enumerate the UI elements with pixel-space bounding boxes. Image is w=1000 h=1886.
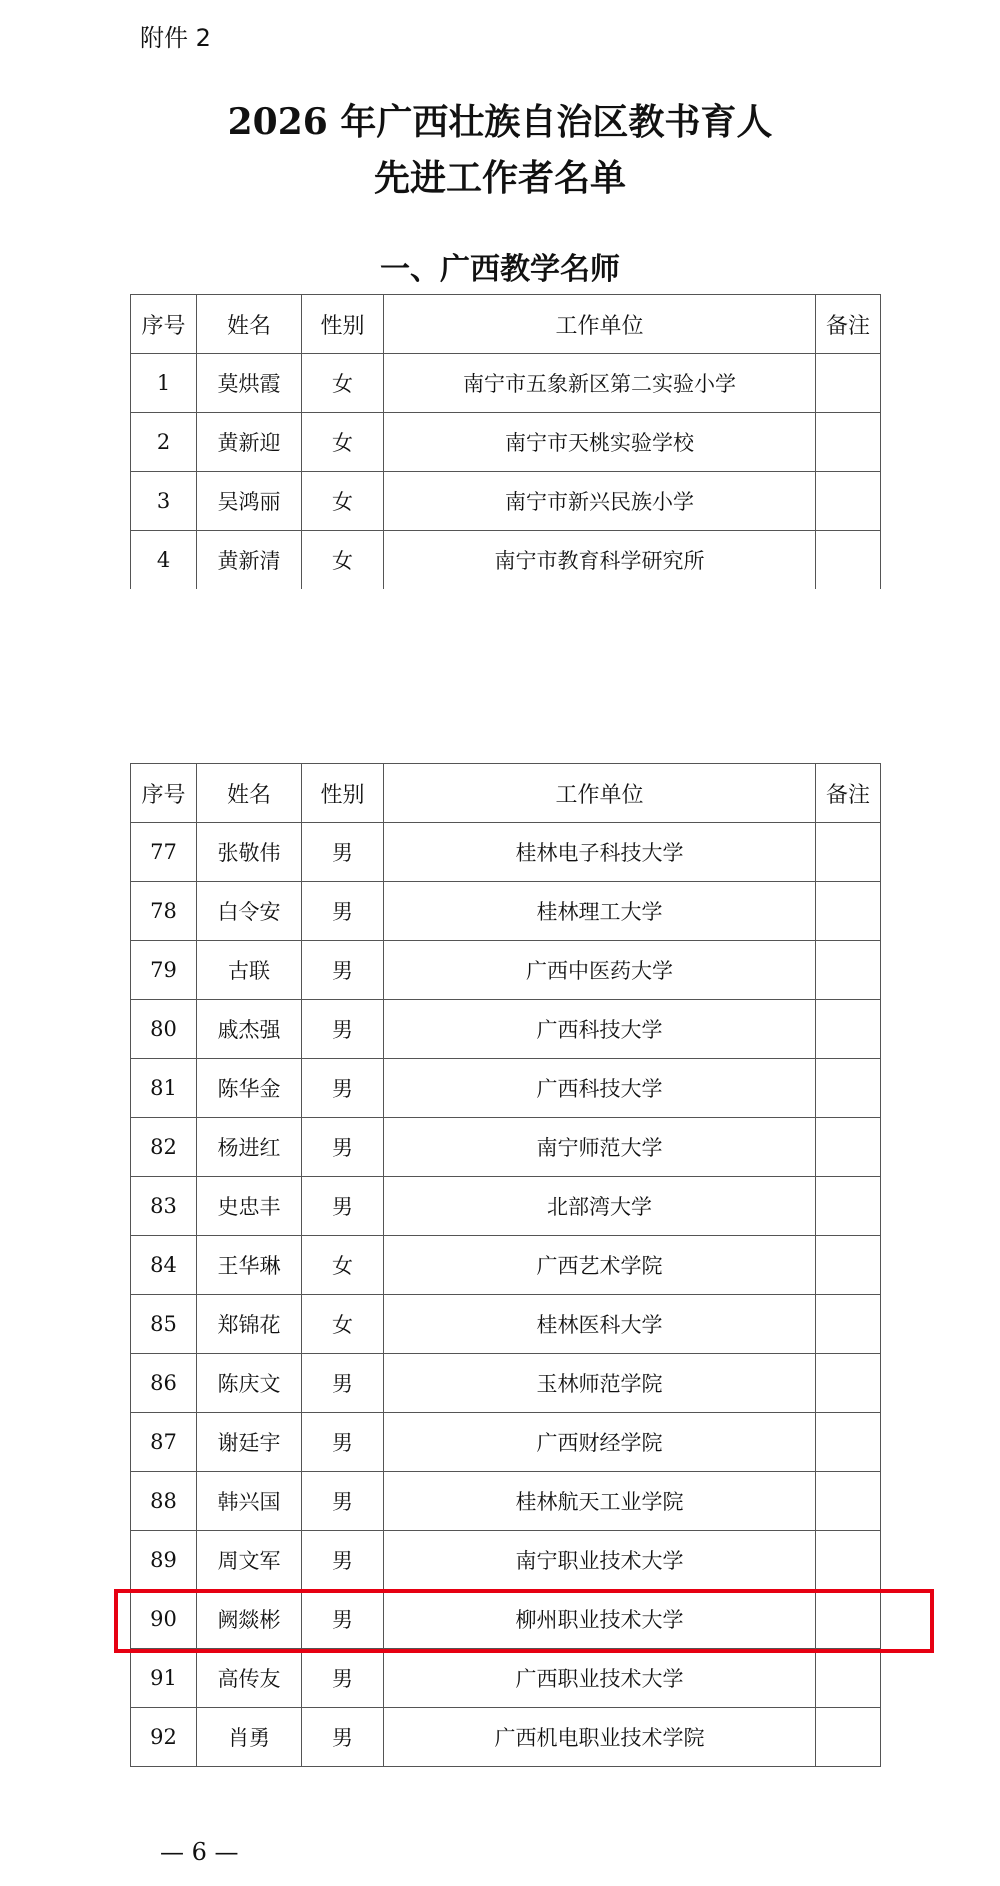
cell-remark — [816, 1295, 881, 1354]
table-header-row — [131, 295, 881, 354]
cell-no: 87 — [131, 1413, 197, 1472]
cell-gender: 女 — [302, 413, 384, 472]
cell-name: 古联 — [197, 941, 302, 1000]
table-row — [131, 1354, 881, 1413]
header-name: 姓名 — [197, 295, 302, 354]
cell-gender: 男 — [302, 1708, 384, 1767]
cell-org: 南宁市新兴民族小学 — [384, 472, 816, 531]
cell-org: 南宁职业技术大学 — [384, 1531, 816, 1590]
cell-org: 广西科技大学 — [384, 1059, 816, 1118]
section-title: 一、广西教学名师 — [380, 252, 620, 287]
cell-name: 谢廷宇 — [197, 1413, 302, 1472]
cell-remark — [816, 413, 881, 472]
highlight-box — [114, 1589, 934, 1653]
cell-name: 韩兴国 — [197, 1472, 302, 1531]
cell-remark — [816, 1708, 881, 1767]
cell-remark — [816, 1649, 881, 1708]
cell-name: 王华琳 — [197, 1236, 302, 1295]
table-row — [131, 941, 881, 1000]
document-title-line1: 2026 年广西壮族自治区教书育人 — [227, 101, 773, 143]
cell-org: 桂林电子科技大学 — [384, 823, 816, 882]
cell-gender: 女 — [302, 354, 384, 413]
cell-name: 肖勇 — [197, 1708, 302, 1767]
table-header-row — [131, 764, 881, 823]
cell-gender: 女 — [302, 1236, 384, 1295]
header-no: 序号 — [131, 764, 197, 823]
cell-org: 南宁市教育科学研究所 — [384, 531, 816, 590]
cell-gender: 男 — [302, 1413, 384, 1472]
cell-no: 90 — [131, 1590, 197, 1649]
header-org: 工作单位 — [384, 764, 816, 823]
cell-no: 92 — [131, 1708, 197, 1767]
cell-org: 玉林师范学院 — [384, 1354, 816, 1413]
cell-remark — [816, 1177, 881, 1236]
table-row — [131, 1708, 881, 1767]
table-row — [131, 1118, 881, 1177]
table-row — [131, 1649, 881, 1708]
table-row — [131, 531, 881, 590]
document-title-line2: 先进工作者名单 — [373, 157, 626, 199]
cell-no: 80 — [131, 1000, 197, 1059]
cell-gender: 男 — [302, 1059, 384, 1118]
cell-gender: 男 — [302, 1472, 384, 1531]
table-row — [131, 1000, 881, 1059]
cell-name: 张敬伟 — [197, 823, 302, 882]
table-row — [131, 1531, 881, 1590]
cell-org: 广西财经学院 — [384, 1413, 816, 1472]
table-row — [131, 882, 881, 941]
cell-org: 南宁市天桃实验学校 — [384, 413, 816, 472]
table-row — [131, 823, 881, 882]
cell-org: 广西职业技术大学 — [384, 1649, 816, 1708]
cell-org: 北部湾大学 — [384, 1177, 816, 1236]
header-org: 工作单位 — [384, 295, 816, 354]
cell-remark — [816, 1531, 881, 1590]
roster-table-first — [130, 294, 881, 589]
cell-no: 86 — [131, 1354, 197, 1413]
table-row — [131, 1472, 881, 1531]
cell-org: 广西中医药大学 — [384, 941, 816, 1000]
cell-remark — [816, 1354, 881, 1413]
cell-gender: 女 — [302, 1295, 384, 1354]
cell-no: 81 — [131, 1059, 197, 1118]
cell-gender: 男 — [302, 1590, 384, 1649]
cell-name: 郑锦花 — [197, 1295, 302, 1354]
cell-name: 莫烘霞 — [197, 354, 302, 413]
cell-gender: 男 — [302, 1118, 384, 1177]
cell-org: 南宁师范大学 — [384, 1118, 816, 1177]
cell-org: 广西艺术学院 — [384, 1236, 816, 1295]
cell-name: 吴鸿丽 — [197, 472, 302, 531]
header-remark: 备注 — [816, 295, 881, 354]
cell-no: 85 — [131, 1295, 197, 1354]
cell-org: 桂林医科大学 — [384, 1295, 816, 1354]
cell-no: 88 — [131, 1472, 197, 1531]
cell-gender: 女 — [302, 531, 384, 590]
header-gender: 性别 — [302, 295, 384, 354]
table-row — [131, 1413, 881, 1472]
cell-org: 广西科技大学 — [384, 1000, 816, 1059]
cell-no: 84 — [131, 1236, 197, 1295]
cell-gender: 男 — [302, 1354, 384, 1413]
cell-no: 2 — [131, 413, 197, 472]
cell-no: 77 — [131, 823, 197, 882]
cell-name: 周文军 — [197, 1531, 302, 1590]
cell-org: 桂林理工大学 — [384, 882, 816, 941]
cell-name: 杨进红 — [197, 1118, 302, 1177]
cell-remark — [816, 941, 881, 1000]
table-row — [131, 413, 881, 472]
cell-remark — [816, 472, 881, 531]
cell-no: 79 — [131, 941, 197, 1000]
table-row — [131, 472, 881, 531]
cell-remark — [816, 823, 881, 882]
cell-org: 柳州职业技术大学 — [384, 1590, 816, 1649]
cell-gender: 男 — [302, 1177, 384, 1236]
cell-remark — [816, 1000, 881, 1059]
cell-no: 78 — [131, 882, 197, 941]
cell-org: 广西机电职业技术学院 — [384, 1708, 816, 1767]
cell-gender: 男 — [302, 1000, 384, 1059]
cell-org: 桂林航天工业学院 — [384, 1472, 816, 1531]
cell-no: 1 — [131, 354, 197, 413]
cell-remark — [816, 531, 881, 590]
cell-no: 4 — [131, 531, 197, 590]
cell-remark — [816, 354, 881, 413]
cell-name: 戚杰强 — [197, 1000, 302, 1059]
cell-no: 83 — [131, 1177, 197, 1236]
cell-gender: 男 — [302, 941, 384, 1000]
cell-no: 82 — [131, 1118, 197, 1177]
cell-gender: 男 — [302, 1649, 384, 1708]
cell-org: 南宁市五象新区第二实验小学 — [384, 354, 816, 413]
header-gender: 性别 — [302, 764, 384, 823]
table-row — [131, 1295, 881, 1354]
cell-remark — [816, 1118, 881, 1177]
cell-name: 史忠丰 — [197, 1177, 302, 1236]
page-number: — 6 — — [160, 1838, 239, 1866]
cell-no: 91 — [131, 1649, 197, 1708]
cell-remark — [816, 882, 881, 941]
header-name: 姓名 — [197, 764, 302, 823]
table-row — [131, 354, 881, 413]
table-row — [131, 1236, 881, 1295]
cell-name: 黄新清 — [197, 531, 302, 590]
cell-name: 阙燚彬 — [197, 1590, 302, 1649]
cell-name: 陈庆文 — [197, 1354, 302, 1413]
cell-remark — [816, 1059, 881, 1118]
cell-no: 89 — [131, 1531, 197, 1590]
cell-name: 陈华金 — [197, 1059, 302, 1118]
cell-gender: 男 — [302, 823, 384, 882]
cell-remark — [816, 1472, 881, 1531]
cell-name: 白令安 — [197, 882, 302, 941]
cell-gender: 男 — [302, 882, 384, 941]
cell-gender: 女 — [302, 472, 384, 531]
header-remark: 备注 — [816, 764, 881, 823]
table-row — [131, 1177, 881, 1236]
cell-no: 3 — [131, 472, 197, 531]
cell-name: 高传友 — [197, 1649, 302, 1708]
table-row — [131, 1059, 881, 1118]
cell-remark — [816, 1236, 881, 1295]
attachment-label: 附件 2 — [140, 24, 211, 52]
cell-remark — [816, 1413, 881, 1472]
cell-name: 黄新迎 — [197, 413, 302, 472]
header-no: 序号 — [131, 295, 197, 354]
cell-gender: 男 — [302, 1531, 384, 1590]
